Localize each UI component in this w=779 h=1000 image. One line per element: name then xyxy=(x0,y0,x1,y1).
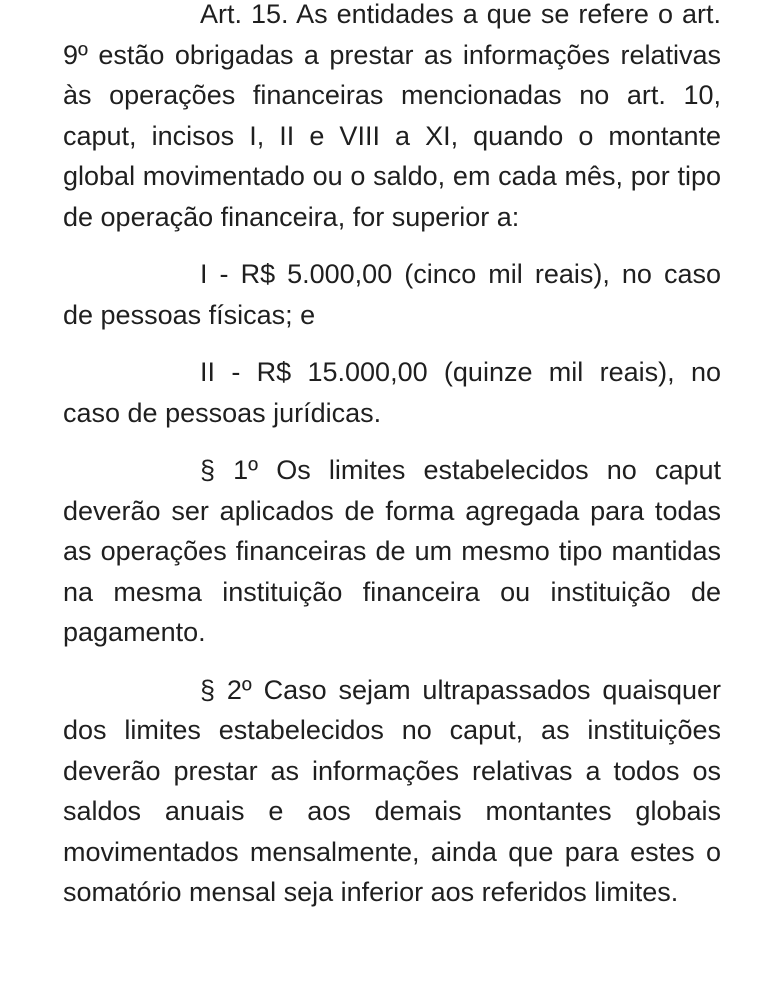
document-body xyxy=(63,0,721,913)
paragraph-1: § 1º Os limites estabelecidos no caput deverão ser aplicados de forma agregada para todas as operações financeiras de um mesmo tipo mantidas na mesma instituição financeira ou instituição de pagamento. xyxy=(63,455,721,647)
paragraph-2: § 2º Caso sejam ultrapassados quaisquer dos limites estabelecidos no caput, as instituições deverão prestar as informações relativas a todos os saldos anuais e aos demais montantes globais movimentados mensalmente, ainda que para estes o somatório mensal seja inferior aos referidos limites. xyxy=(63,674,721,907)
inciso-i: I - R$ 5.000,00 (cinco mil reais), no caso de pessoas físicas; e xyxy=(63,259,721,330)
article-15-caput: Art. 15. As entidades a que se refere o art. 9º estão obrigadas a prestar as informações relativas às operações financeiras mencionadas no art. 10, caput, incisos I, II e VIII a XI, quando o montante global movimentado ou o saldo, em cada mês, por tipo de operação financeira, for superior a: xyxy=(63,0,721,232)
inciso-ii: II - R$ 15.000,00 (quinze mil reais), no caso de pessoas jurídicas. xyxy=(63,357,721,428)
